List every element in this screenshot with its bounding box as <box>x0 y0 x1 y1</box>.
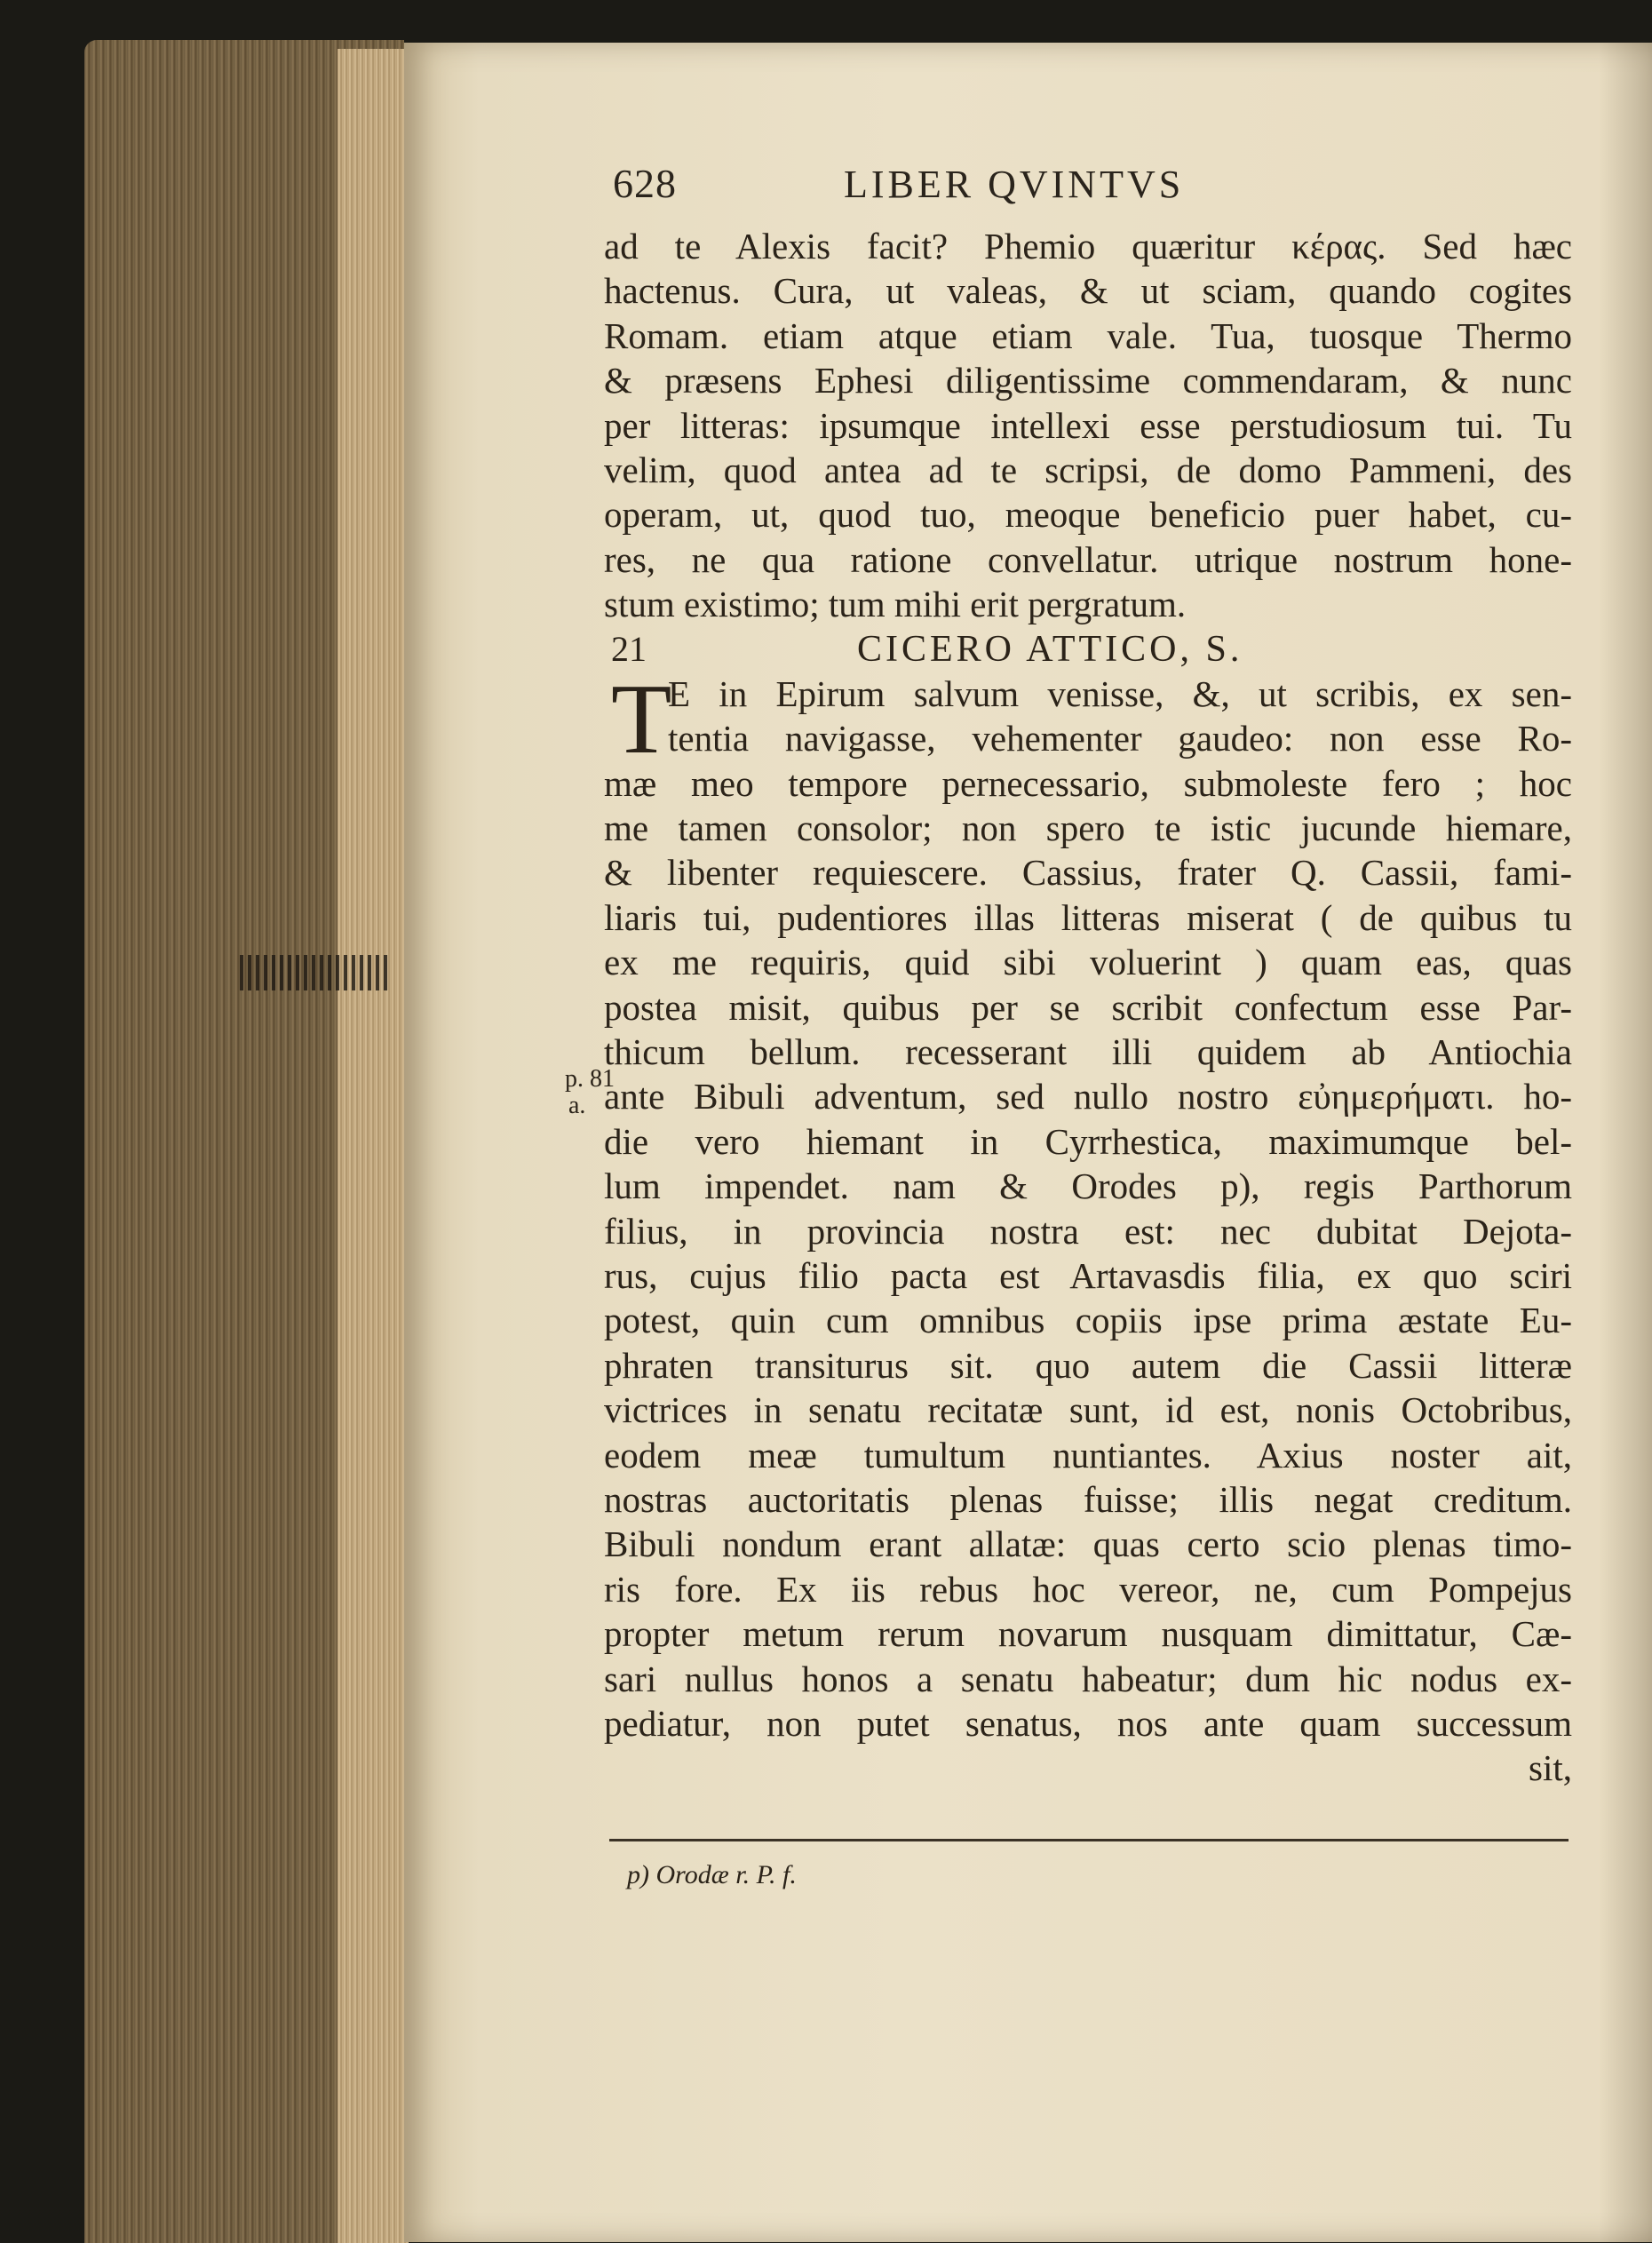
text-line: velim, quod antea ad te scripsi, de domo Pammeni, des <box>604 449 1572 490</box>
text-line: ex me requiris, quid sibi voluerint ) quam eas, quas <box>604 942 1572 983</box>
margin-note-page: p. 81 <box>565 1065 615 1093</box>
letter-heading <box>604 627 1572 672</box>
text-line: ris fore. Ex iis rebus hoc vereor, ne, cum Pompejus <box>604 1568 1572 1610</box>
margin-note-sub: a. <box>568 1092 586 1119</box>
text-line: mæ meo tempore pernecessario, submoleste fero ; hoc <box>604 762 1572 804</box>
text-line: liaris tui, pudentiores illas litteras miserat ( de quibus tu <box>604 896 1572 938</box>
margin-note <box>565 1066 615 1119</box>
text-line: pediatur, non putet senatus, nos ante quam successum <box>604 1702 1572 1744</box>
body-text <box>604 224 1572 1791</box>
text-line: rus, cujus filio pacta est Artavasdis filia, ex quo sciri <box>604 1254 1572 1296</box>
footnote: p) Orodæ r. P. f. <box>627 1860 797 1889</box>
letter-number: 21 <box>611 628 647 669</box>
text-line: filius, in provincia nostra est: nec dubitat Dejota- <box>604 1210 1572 1252</box>
drop-cap: T <box>611 664 672 775</box>
text-line: Romam. etiam atque etiam vale. Tua, tuosque Thermo <box>604 314 1572 356</box>
catchword: sit, <box>1529 1747 1572 1789</box>
text-line: nostras auctoritatis plenas fuisse; illis negat creditum. <box>604 1478 1572 1520</box>
text-line: per litteras: ipsumque intellexi esse perstudiosum tui. Tu <box>604 404 1572 446</box>
text-line: victrices in senatu recitatæ sunt, id est, nonis Octobribus, <box>604 1389 1572 1431</box>
footnote-rule <box>609 1839 1569 1841</box>
letter-title: CICERO ATTICO, S. <box>857 628 1243 670</box>
text-line: propter metum rerum novarum nusquam dimittatur, Cæ- <box>604 1613 1572 1655</box>
text-line: ante Bibuli adventum, sed nullo nostro εὐημερήματι. ho- <box>604 1076 1572 1118</box>
page-number: 628 <box>613 161 677 206</box>
text-line: postea misit, quibus per se scribit confectum esse Par- <box>604 986 1572 1028</box>
text-line: hactenus. Cura, ut valeas, & ut sciam, quando cogites <box>604 270 1572 312</box>
text-line: E in Epirum salvum venisse, &, ut scribis, ex sen- <box>668 672 1572 714</box>
text-line: potest, quin cum omnibus copiis ipse prima æstate Eu- <box>604 1300 1572 1341</box>
text-line: stum existimo; tum mihi erit pergratum. <box>604 584 1187 625</box>
text-line: thicum bellum. recesserant illi quidem ab Antiochia <box>604 1031 1572 1073</box>
text-line: lum impendet. nam & Orodes p), regis Parthorum <box>604 1165 1572 1207</box>
text-line: tentia navigasse, vehementer gaudeo: non esse Ro- <box>668 718 1572 760</box>
page-shadow <box>1599 43 1652 2242</box>
text-line: operam, ut, quod tuo, meoque beneficio puer habet, cu- <box>604 494 1572 536</box>
text-line: ad te Alexis facit? Phemio quæritur κέρας. Sed hæc <box>604 226 1572 266</box>
text-line: eodem meæ tumultum nuntiantes. Axius noster ait, <box>604 1434 1572 1475</box>
text-line: & præsens Ephesi diligentissime commendaram, & nunc <box>604 360 1572 402</box>
text-line: & libenter requiescere. Cassius, frater Q. Cassii, fami- <box>604 852 1572 894</box>
running-title: LIBER QVINTVS <box>844 163 1185 206</box>
text-line: Bibuli nondum erant allatæ: quas certo scio plenas timo- <box>604 1523 1572 1565</box>
page-stack-edges <box>338 49 409 2243</box>
page-header <box>613 160 1572 213</box>
text-line: die vero hiemant in Cyrrhestica, maximumque bel- <box>604 1120 1572 1162</box>
text-line: res, ne qua ratione convellatur. utrique nostrum hone- <box>604 538 1572 580</box>
gutter-marks <box>240 955 391 990</box>
text-line: me tamen consolor; non spero te istic jucunde hiemare, <box>604 807 1572 849</box>
text-line: sari nullus honos a senatu habeatur; dum hic nodus ex- <box>604 1658 1572 1699</box>
text-line: phraten transiturus sit. quo autem die Cassii litteræ <box>604 1344 1572 1386</box>
